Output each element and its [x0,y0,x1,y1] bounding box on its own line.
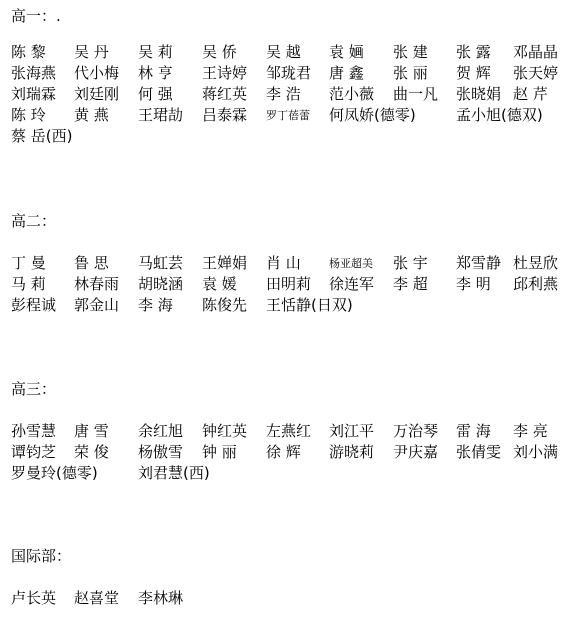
student-name: 刘江平 [329,422,375,440]
student-name: 陈 黎 [11,43,46,61]
section-heading-grade-11: 高二： [11,212,57,230]
student-name: 邱利燕 [513,275,559,293]
section-heading-grade-10: 高一：. [11,7,61,25]
student-name: 罗丁蓓蕾 [266,109,310,122]
student-name: 余红旭 [138,422,184,440]
student-name: 赵喜堂 [74,589,120,607]
student-name: 孟小旭(德双) [456,106,543,124]
student-name: 曲一凡 [393,85,439,103]
student-name: 鲁 思 [74,254,109,272]
student-name: 刘小满 [513,443,559,461]
student-name: 肖 山 [266,254,301,272]
student-name: 林春雨 [74,275,120,293]
student-name: 吴 莉 [138,43,173,61]
student-name: 王珺劼 [138,106,184,124]
student-name: 张晓娟 [456,85,502,103]
student-name: 黄 燕 [74,106,109,124]
student-name: 赵 芹 [513,85,548,103]
student-name: 吴 丹 [74,43,109,61]
student-name: 张倩雯 [456,443,502,461]
section-heading-grade-12: 高三： [11,380,57,398]
student-name: 张 宇 [393,254,428,272]
student-name: 马 莉 [11,275,46,293]
student-name: 李林琳 [138,589,184,607]
student-name: 王诗婷 [202,64,248,82]
name-row [0,84,570,105]
student-name: 罗曼玲(德零) [11,464,98,482]
student-name: 杨傲雪 [138,443,184,461]
student-name: 吴 越 [266,43,301,61]
name-row [0,588,570,609]
student-name: 李 超 [393,275,428,293]
student-name: 张 建 [393,43,428,61]
student-name: 孙雪慧 [11,422,57,440]
student-name: 游晓莉 [329,443,375,461]
student-name: 邹珑君 [266,64,312,82]
name-row [0,253,570,274]
student-name: 张 丽 [393,64,428,82]
student-name: 刘廷刚 [74,85,120,103]
student-name: 王婵娟 [202,254,248,272]
student-name: 杜昱欣 [513,254,559,272]
student-name: 丁 曼 [11,254,46,272]
student-name: 张 露 [456,43,491,61]
student-name: 杨亚超美 [329,257,373,270]
student-name: 万治琴 [393,422,439,440]
name-row [0,295,570,316]
student-name: 范小薇 [329,85,375,103]
student-name: 谭钧芝 [11,443,57,461]
student-name: 李 亮 [513,422,548,440]
student-name: 雷 海 [456,422,491,440]
student-name: 马虹芸 [138,254,184,272]
student-name: 邓晶晶 [513,43,559,61]
student-name: 王恬静(日双) [266,296,353,314]
student-name: 荣 俊 [74,443,109,461]
student-name: 蒋红英 [202,85,248,103]
name-row [0,126,570,147]
student-name: 张海燕 [11,64,57,82]
student-name: 唐 雪 [74,422,109,440]
name-row [0,274,570,295]
name-row [0,442,570,463]
student-name: 胡晓涵 [138,275,184,293]
student-name: 代小梅 [74,64,120,82]
student-name: 唐 鑫 [329,64,364,82]
student-name: 袁 媛 [202,275,237,293]
student-name: 田明莉 [266,275,312,293]
student-name: 吕泰霖 [202,106,248,124]
student-name: 郭金山 [74,296,120,314]
name-row [0,105,570,126]
student-name: 尹庆嘉 [393,443,439,461]
student-name: 刘君慧(西) [138,464,210,482]
student-name: 吴 侨 [202,43,237,61]
student-name: 蔡 岳(西) [11,127,73,145]
name-row [0,421,570,442]
student-name: 徐连军 [329,275,375,293]
student-name: 陈俊先 [202,296,248,314]
student-name: 贺 辉 [456,64,491,82]
name-row [0,42,570,63]
student-name: 李 海 [138,296,173,314]
name-row [0,63,570,84]
student-name: 钟 丽 [202,443,237,461]
student-name: 何凤娇(德零) [329,106,416,124]
student-name: 李 明 [456,275,491,293]
student-name: 何 强 [138,85,173,103]
student-name: 陈 玲 [11,106,46,124]
section-heading-international: 国际部： [11,547,72,565]
student-name: 钟红英 [202,422,248,440]
student-name: 袁 婳 [329,43,364,61]
student-name: 卢长英 [11,589,57,607]
student-name: 左燕红 [266,422,312,440]
name-row [0,463,570,484]
student-name: 郑雪静 [456,254,502,272]
student-name: 彭程诚 [11,296,57,314]
student-name: 刘瑞霖 [11,85,57,103]
student-name: 徐 辉 [266,443,301,461]
student-name: 李 浩 [266,85,301,103]
student-name: 林 亨 [138,64,173,82]
student-name: 张天婷 [513,64,559,82]
